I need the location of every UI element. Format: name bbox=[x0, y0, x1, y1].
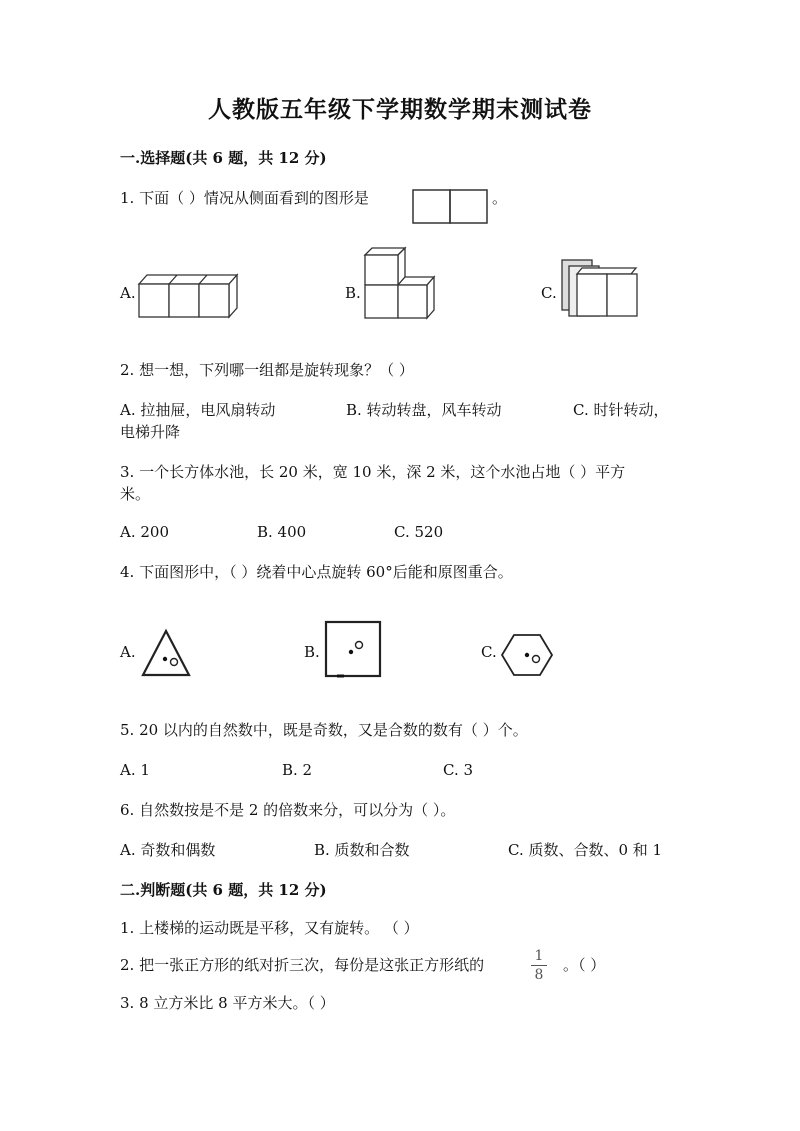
q2-option-a: A. 拉抽屉，电风扇转动 bbox=[120, 401, 276, 419]
judge-question-2-stem: 2. 把一张正方形的纸对折三次，每份是这张正方形纸的 bbox=[120, 956, 485, 974]
section-heading-choice: 一.选择题(共 6 题，共 12 分) bbox=[120, 149, 327, 167]
fraction-denominator: 8 bbox=[534, 967, 544, 983]
q1-option-c-cubes-figure bbox=[558, 256, 642, 320]
q3-option-c: C. 520 bbox=[394, 523, 444, 541]
side-view-figure bbox=[412, 189, 490, 225]
question-4-stem: 4. 下面图形中，（ ）绕着中心点旋转 60°后能和原图重合。 bbox=[120, 563, 513, 581]
judge-question-2-end: 。（ ） bbox=[563, 956, 606, 974]
q1-option-b-label: B. bbox=[345, 284, 361, 302]
q4-option-c-label: C. bbox=[481, 643, 497, 661]
q5-option-a: A. 1 bbox=[120, 761, 150, 779]
q6-option-b: B. 质数和合数 bbox=[314, 841, 410, 859]
question-1-end: 。 bbox=[492, 189, 508, 207]
q1-option-c-label: C. bbox=[541, 284, 557, 302]
question-1-stem: 1. 下面（ ）情况从侧面看到的图形是 bbox=[120, 189, 369, 207]
fraction-one-eighth bbox=[531, 948, 547, 983]
fraction-numerator: 1 bbox=[534, 948, 544, 964]
question-3-stem: 3. 一个长方体水池，长 20 米，宽 10 米，深 2 米，这个水池占地（ ）平方 bbox=[120, 463, 626, 481]
page-title: 人教版五年级下学期数学期末测试卷 bbox=[208, 96, 592, 123]
question-5-stem: 5. 20 以内的自然数中，既是奇数，又是合数的数有（ ）个。 bbox=[120, 721, 528, 739]
q5-option-b: B. 2 bbox=[282, 761, 313, 779]
judge-question-1: 1. 上楼梯的运动既是平移，又有旋转。 （ ） bbox=[120, 919, 419, 937]
q2-option-c-wrap: 电梯升降 bbox=[120, 423, 181, 441]
q3-option-a: A. 200 bbox=[120, 523, 169, 541]
question-3-wrap: 米。 bbox=[120, 485, 151, 503]
q4-option-a-triangle-figure bbox=[140, 628, 192, 678]
question-2-stem: 2. 想一想，下列哪一组都是旋转现象？（ ） bbox=[120, 361, 414, 379]
q1-option-a-label: A. bbox=[120, 284, 136, 302]
q2-option-b: B. 转动转盘，风车转动 bbox=[346, 401, 502, 419]
q6-option-a: A. 奇数和偶数 bbox=[120, 841, 216, 859]
q3-option-b: B. 400 bbox=[257, 523, 307, 541]
q4-option-a-label: A. bbox=[120, 643, 136, 661]
q1-option-a-cubes-figure bbox=[136, 270, 242, 320]
q1-option-b-cubes-figure bbox=[360, 245, 440, 321]
fraction-bar bbox=[531, 965, 547, 966]
q6-option-c: C. 质数、合数、0 和 1 bbox=[508, 841, 663, 859]
question-6-stem: 6. 自然数按是不是 2 的倍数来分，可以分为（ ）。 bbox=[120, 801, 456, 819]
q4-option-b-square-figure bbox=[322, 618, 384, 680]
section-heading-judge: 二.判断题(共 6 题，共 12 分) bbox=[120, 881, 327, 899]
q4-option-b-label: B. bbox=[304, 643, 320, 661]
q2-option-c: C. 时针转动， bbox=[573, 401, 669, 419]
q4-option-c-hexagon-figure bbox=[500, 632, 554, 678]
judge-question-3: 3. 8 立方米比 8 平方米大。（ ） bbox=[120, 994, 335, 1012]
q5-option-c: C. 3 bbox=[443, 761, 474, 779]
